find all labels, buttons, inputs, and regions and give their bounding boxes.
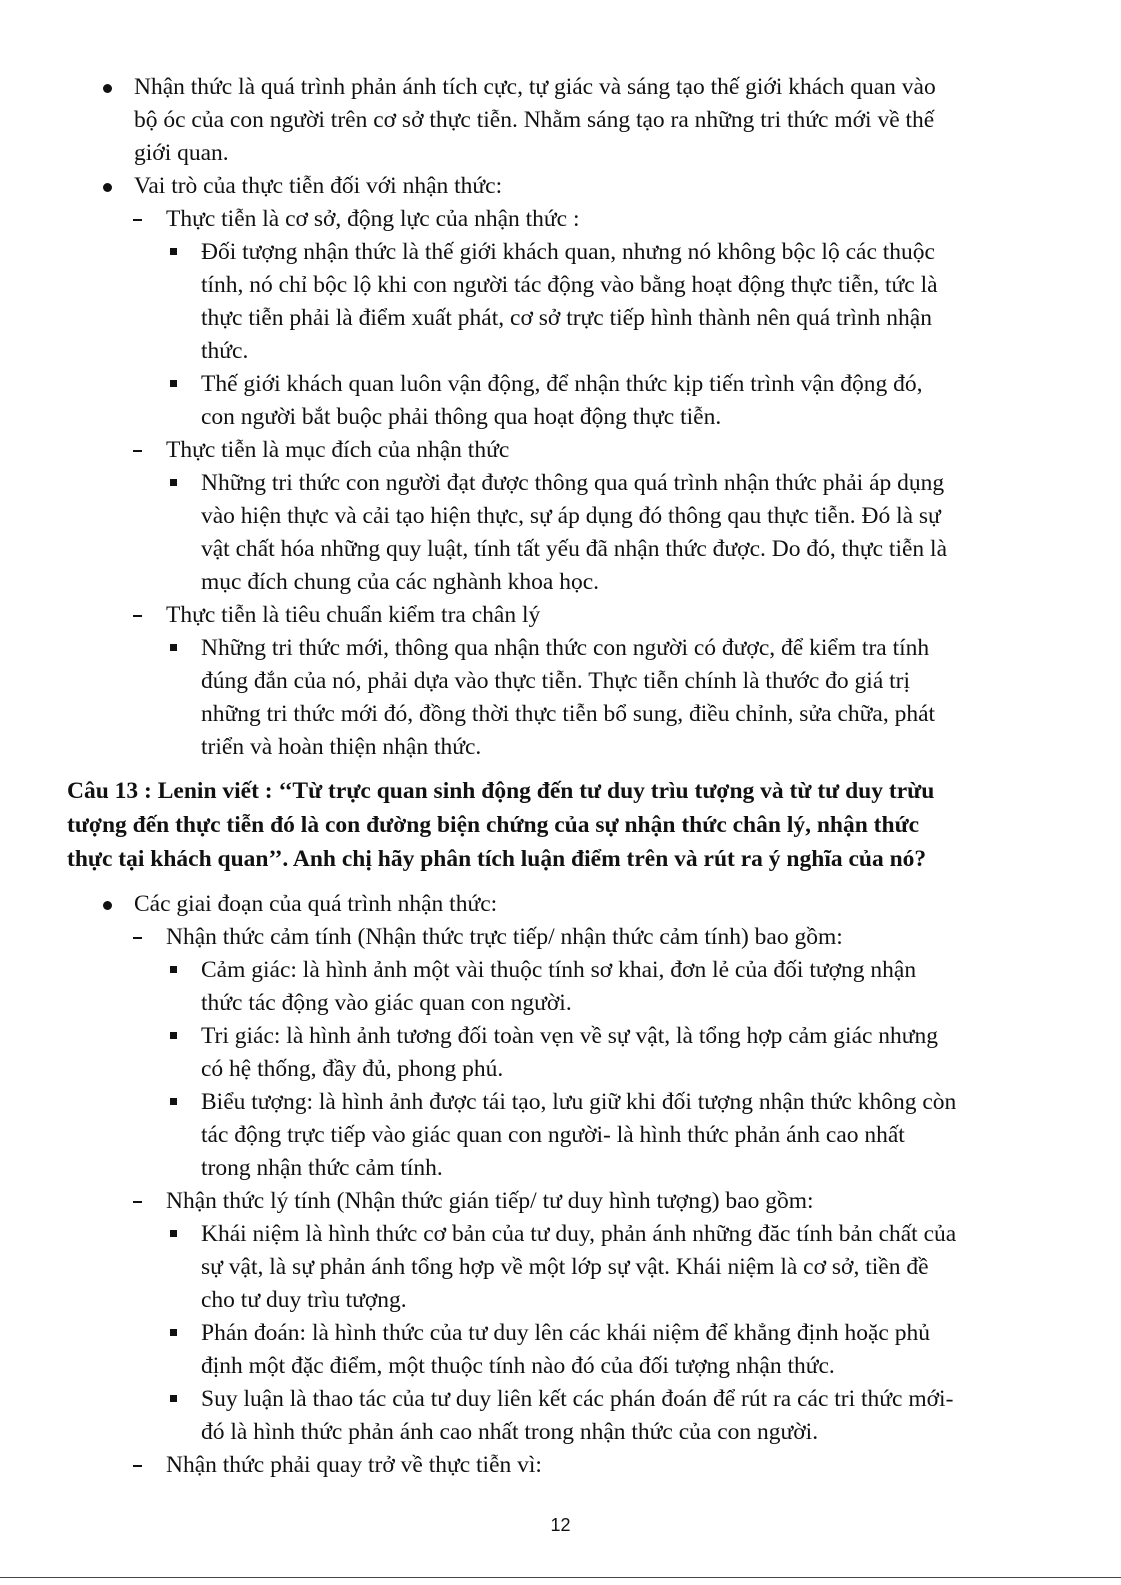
square-bullet	[170, 1329, 177, 1336]
text-line: Những tri thức con người đạt được thông qua quá trình nhận thức phải áp dụng	[201, 470, 945, 496]
text-line: bộ óc của con người trên cơ sở thực tiễn. Nhằm sáng tạo ra những tri thức mới về thế	[134, 107, 935, 133]
text-line: Nhận thức là quá trình phản ánh tích cực, tự giác và sáng tạo thế giới khách quan vào	[134, 74, 936, 100]
text-line: sự vật, là sự phản ánh tổng hợp về một lớp sự vật. Khái niệm là cơ sở, tiền đề	[201, 1254, 929, 1280]
text-line: Khái niệm là hình thức cơ bản của tư duy, phản ánh những đăc tính bản chất của	[201, 1221, 957, 1247]
bullet-dot	[103, 84, 112, 93]
dash-marker	[133, 937, 142, 939]
text-line: Thế giới khách quan luôn vận động, để nhận thức kịp tiến trình vận động đó,	[201, 371, 923, 397]
text-line: Nhận thức cảm tính (Nhận thức trực tiếp/ nhận thức cảm tính) bao gồm:	[166, 924, 843, 950]
text-line: có hệ thống, đầy đủ, phong phú.	[201, 1056, 504, 1082]
square-bullet	[170, 1032, 177, 1039]
text-line: đúng đắn của nó, phải dựa vào thực tiễn. Thực tiễn chính là thước đo giá trị	[201, 668, 911, 694]
text-line: con người bắt buộc phải thông qua hoạt động thực tiễn.	[201, 404, 722, 430]
text-line: những tri thức mới đó, đồng thời thực tiễn bổ sung, điều chỉnh, sửa chữa, phát	[201, 701, 936, 727]
dash-marker	[133, 450, 142, 452]
square-bullet	[170, 1395, 177, 1402]
text-line: Đối tượng nhận thức là thế giới khách quan, nhưng nó không bộc lộ các thuộc	[201, 239, 935, 265]
text-line: định một đặc điểm, một thuộc tính nào đó của đối tượng nhận thức.	[201, 1353, 835, 1379]
dash-marker	[133, 615, 142, 617]
text-line: Nhận thức phải quay trở về thực tiễn vì:	[166, 1452, 542, 1478]
bullet-dot	[103, 901, 112, 910]
text-line: vào hiện thực và cải tạo hiện thực, sự áp dụng đó thông qau thực tiễn. Đó là sự	[201, 503, 941, 529]
square-bullet	[170, 1230, 177, 1237]
page-number: 12	[550, 1515, 571, 1535]
text-line: Vai trò của thực tiễn đối với nhận thức:	[134, 173, 503, 199]
bullet-dot	[103, 183, 112, 192]
text-line: trong nhận thức cảm tính.	[201, 1155, 443, 1181]
text-line: Nhận thức lý tính (Nhận thức gián tiếp/ tư duy hình tượng) bao gồm:	[166, 1188, 814, 1214]
dash-marker	[133, 219, 142, 221]
question-heading-line: tượng đến thực tiễn đó là con đường biện chứng của sự nhận thức chân lý, nhận thức	[67, 812, 920, 838]
text-line: đó là hình thức phản ánh cao nhất trong nhận thức của con người.	[201, 1419, 819, 1445]
text-line: tính, nó chỉ bộc lộ khi con người tác động vào bằng hoạt động thực tiễn, tức là	[201, 272, 938, 298]
square-bullet	[170, 644, 177, 651]
text-line: Thực tiễn là mục đích của nhận thức	[166, 437, 510, 463]
square-bullet	[170, 966, 177, 973]
dash-marker	[133, 1465, 142, 1467]
text-line: tác động trực tiếp vào giác quan con người- là hình thức phản ánh cao nhất	[201, 1122, 905, 1148]
text-line: thức tác động vào giác quan con người.	[201, 990, 572, 1016]
text-line: Thực tiễn là tiêu chuẩn kiểm tra chân lý	[166, 602, 541, 628]
text-line: thực tiễn phải là điểm xuất phát, cơ sở trực tiếp hình thành nên quá trình nhận	[201, 305, 932, 331]
question-heading-line: Câu 13 : Lenin viết : ‘‘Từ trực quan sinh động đến tư duy trìu tượng và từ tư duy trừu	[67, 778, 935, 804]
square-bullet	[170, 479, 177, 486]
text-line: thức.	[201, 338, 249, 364]
text-line: Thực tiễn là cơ sở, động lực của nhận thức :	[166, 206, 580, 232]
dash-marker	[133, 1201, 142, 1203]
text-line: Phán đoán: là hình thức của tư duy lên các khái niệm để khẳng định hoặc phủ	[201, 1320, 930, 1346]
text-line: Suy luận là thao tác của tư duy liên kết các phán đoán để rút ra các tri thức mới-	[201, 1386, 954, 1412]
text-line: mục đích chung của các nghành khoa học.	[201, 569, 600, 595]
question-heading-line: thực tại khách quan’’. Anh chị hãy phân tích luận điểm trên và rút ra ý nghĩa của nó?	[67, 846, 927, 872]
text-line: Các giai đoạn của quá trình nhận thức:	[134, 891, 498, 917]
text-line: vật chất hóa những quy luật, tính tất yếu đã nhận thức được. Do đó, thực tiễn là	[201, 536, 947, 562]
text-line: Cảm giác: là hình ảnh một vài thuộc tính sơ khai, đơn lẻ của đối tượng nhận	[201, 957, 917, 983]
text-line: triển và hoàn thiện nhận thức.	[201, 734, 482, 760]
page-bottom-rule	[0, 1577, 1121, 1578]
square-bullet	[170, 380, 177, 387]
square-bullet	[170, 1098, 177, 1105]
square-bullet	[170, 248, 177, 255]
text-line: Biểu tượng: là hình ảnh được tái tạo, lưu giữ khi đối tượng nhận thức không còn	[201, 1089, 957, 1115]
text-line: Những tri thức mới, thông qua nhận thức con người có được, để kiểm tra tính	[201, 635, 930, 661]
text-line: giới quan.	[134, 140, 229, 166]
text-line: Tri giác: là hình ảnh tương đối toàn vẹn về sự vật, là tổng hợp cảm giác nhưng	[201, 1023, 939, 1049]
text-line: cho tư duy trìu tượng.	[201, 1287, 407, 1313]
